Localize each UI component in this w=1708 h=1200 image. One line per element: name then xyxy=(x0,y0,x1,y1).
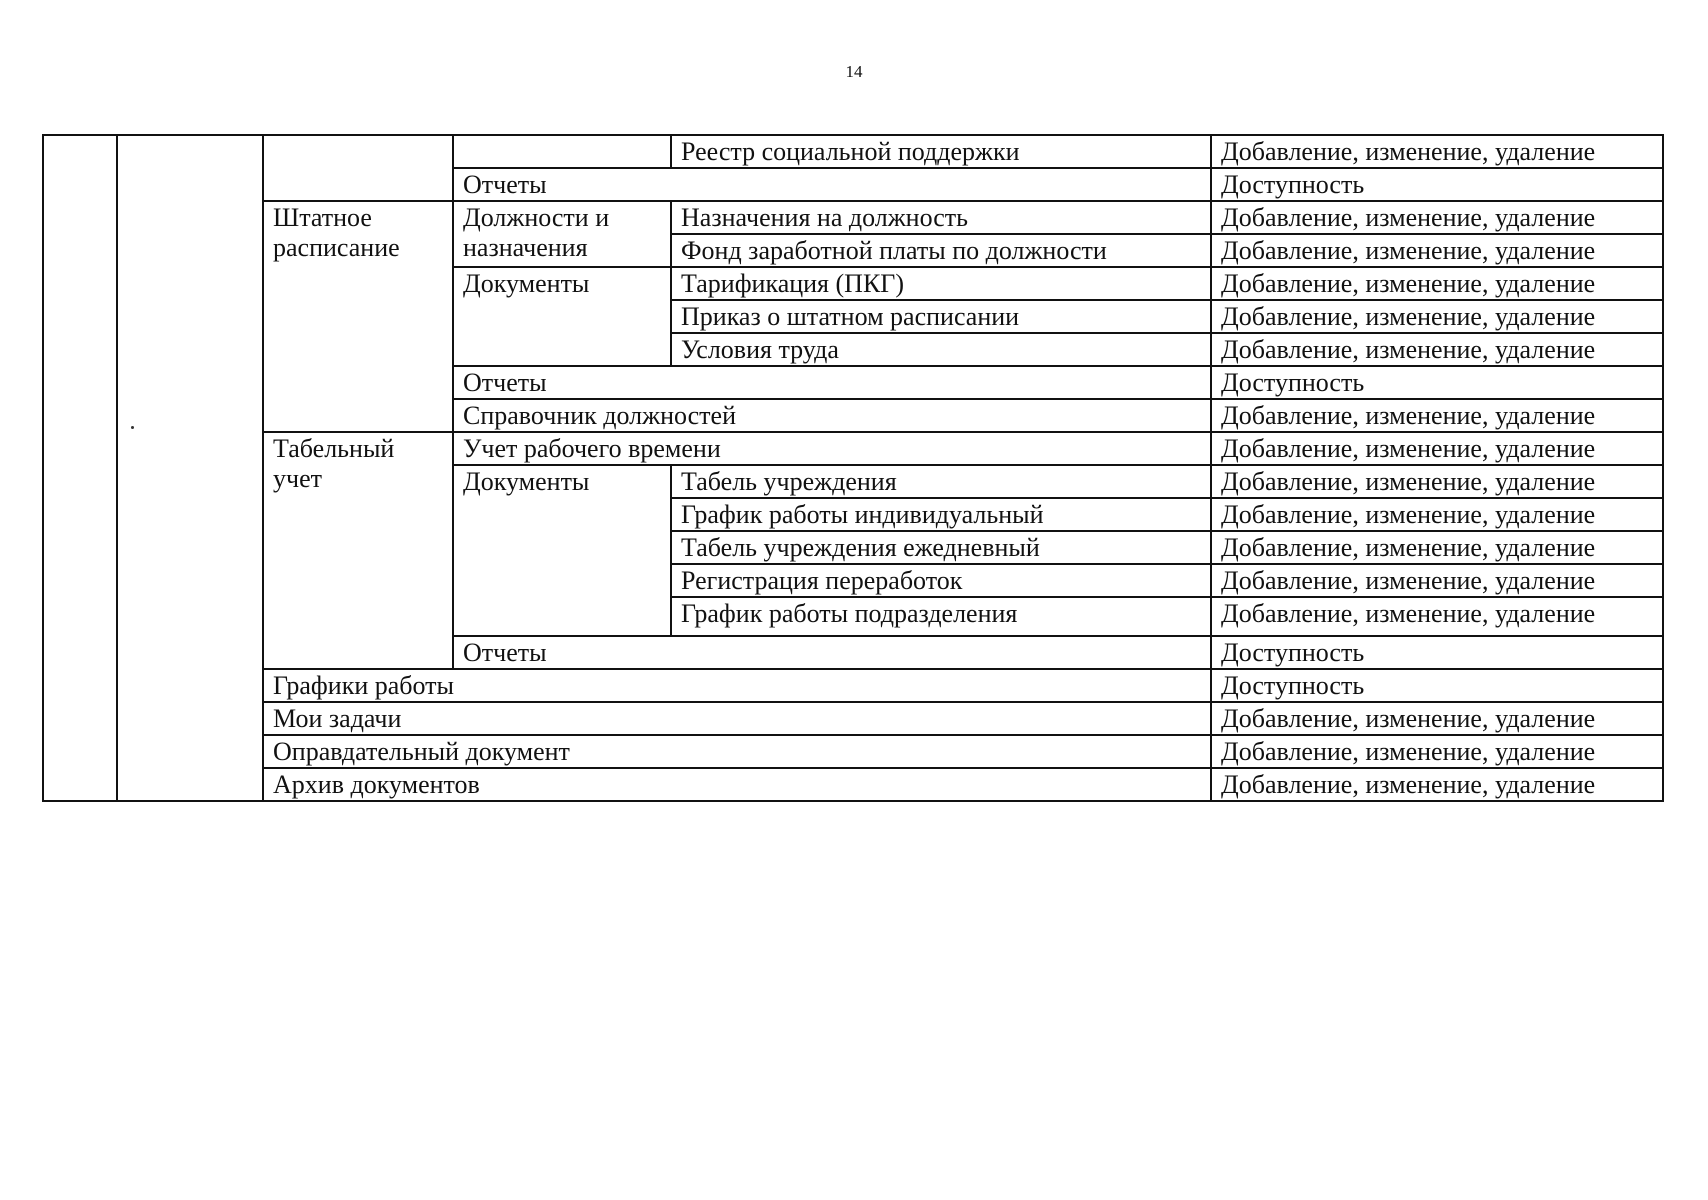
item-cell: Регистрация переработок xyxy=(671,564,1211,597)
blank-column-1 xyxy=(43,135,117,801)
access-cell: Добавление, изменение, удаление xyxy=(1211,498,1663,531)
access-cell: Добавление, изменение, удаление xyxy=(1211,267,1663,300)
section-cell: Оправдательный документ xyxy=(263,735,1211,768)
access-cell: Доступность xyxy=(1211,636,1663,669)
item-cell: График работы индивидуальный xyxy=(671,498,1211,531)
access-cell: Добавление, изменение, удаление xyxy=(1211,564,1663,597)
section-cell: Архив документов xyxy=(263,768,1211,801)
page-number: 14 xyxy=(845,62,863,81)
item-cell: Условия труда xyxy=(671,333,1211,366)
subsection-cell: Документы xyxy=(453,267,671,366)
subsection-cell: Отчеты xyxy=(453,636,1211,669)
item-cell: Табель учреждения xyxy=(671,465,1211,498)
access-cell: Добавление, изменение, удаление xyxy=(1211,333,1663,366)
subsection-cell: Справочник должностей xyxy=(453,399,1211,432)
access-cell: Добавление, изменение, удаление xyxy=(1211,465,1663,498)
table-row xyxy=(43,768,1663,801)
table-row xyxy=(43,669,1663,702)
subsection-cell: Отчеты xyxy=(453,168,1211,201)
access-cell: Добавление, изменение, удаление xyxy=(1211,201,1663,234)
item-cell: Назначения на должность xyxy=(671,201,1211,234)
item-cell: Реестр социальной поддержки xyxy=(671,135,1211,168)
access-cell: Добавление, изменение, удаление xyxy=(1211,234,1663,267)
item-cell: График работы подразделения xyxy=(671,597,1211,636)
access-cell: Добавление, изменение, удаление xyxy=(1211,768,1663,801)
access-cell: Добавление, изменение, удаление xyxy=(1211,432,1663,465)
item-cell: Фонд заработной платы по должности xyxy=(671,234,1211,267)
subsection-cell xyxy=(453,135,671,168)
permissions-table xyxy=(42,134,1664,802)
access-cell: Добавление, изменение, удаление xyxy=(1211,135,1663,168)
access-cell: Добавление, изменение, удаление xyxy=(1211,399,1663,432)
subsection-cell: Документы xyxy=(453,465,671,636)
access-cell: Добавление, изменение, удаление xyxy=(1211,735,1663,768)
section-cell: Штатное расписание xyxy=(263,201,453,432)
table-row xyxy=(43,201,1663,234)
access-cell: Добавление, изменение, удаление xyxy=(1211,531,1663,564)
access-cell: Доступность xyxy=(1211,168,1663,201)
access-cell: Добавление, изменение, удаление xyxy=(1211,300,1663,333)
access-cell: Доступность xyxy=(1211,669,1663,702)
blank-column-2 xyxy=(117,135,263,801)
item-cell: Табель учреждения ежедневный xyxy=(671,531,1211,564)
subsection-cell: Должности и назначения xyxy=(453,201,671,267)
access-cell: Добавление, изменение, удаление xyxy=(1211,597,1663,636)
table-row xyxy=(43,432,1663,465)
section-cell: Мои задачи xyxy=(263,702,1211,735)
subsection-cell: Учет рабочего времени xyxy=(453,432,1211,465)
table-row xyxy=(43,135,1663,168)
access-cell: Доступность xyxy=(1211,366,1663,399)
access-cell: Добавление, изменение, удаление xyxy=(1211,702,1663,735)
section-cell: Табельный учет xyxy=(263,432,453,669)
section-cell xyxy=(263,135,453,201)
section-cell: Графики работы xyxy=(263,669,1211,702)
table-row xyxy=(43,735,1663,768)
item-cell: Тарификация (ПКГ) xyxy=(671,267,1211,300)
item-cell: Приказ о штатном расписании xyxy=(671,300,1211,333)
table-row xyxy=(43,702,1663,735)
subsection-cell: Отчеты xyxy=(453,366,1211,399)
